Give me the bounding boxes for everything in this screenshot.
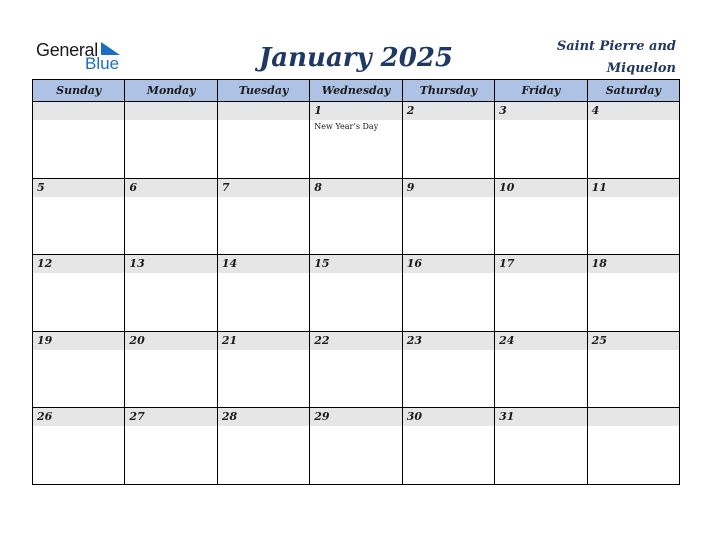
holiday-label: New Year’s Day (314, 122, 379, 131)
day-number: 20 (129, 333, 145, 347)
day-number: 4 (591, 104, 600, 117)
generalblue-logo (36, 40, 136, 74)
day-cell (588, 332, 680, 409)
day-number-bar (125, 179, 216, 197)
day-number: 11 (591, 180, 607, 194)
day-number: 31 (499, 410, 515, 424)
day-cell (495, 255, 587, 332)
day-number-bar (403, 179, 494, 197)
day-number: 26 (37, 410, 53, 424)
day-cell (403, 255, 495, 332)
day-cell (218, 332, 310, 409)
region-name: Saint Pierre and Miquelon (556, 39, 676, 76)
day-cell (125, 102, 217, 179)
day-number-bar (310, 102, 401, 120)
day-number: 24 (499, 333, 515, 347)
weekday-header-sunday: Sunday (33, 80, 125, 102)
day-number: 12 (37, 257, 53, 271)
day-number-bar (310, 179, 401, 197)
day-cell (33, 179, 125, 256)
day-cell (310, 332, 402, 409)
day-cell (403, 102, 495, 179)
day-number-bar (125, 102, 216, 120)
day-number: 30 (406, 410, 423, 424)
day-number-bar (588, 408, 679, 426)
day-cell (218, 179, 310, 256)
calendar-grid (32, 79, 680, 485)
day-cell (403, 332, 495, 409)
day-cell (310, 255, 402, 332)
day-number: 3 (499, 104, 507, 117)
day-number-bar (218, 102, 309, 120)
day-cell (33, 332, 125, 409)
day-cell (588, 408, 680, 485)
day-cell (218, 102, 310, 179)
day-cell (310, 179, 402, 256)
day-number: 28 (221, 410, 238, 424)
day-cell (33, 102, 125, 179)
weekday-header-friday: Friday (495, 80, 587, 102)
day-number: 7 (221, 180, 230, 194)
day-number: 1 (314, 104, 322, 117)
day-cell (403, 408, 495, 485)
day-number: 13 (129, 257, 145, 271)
day-cell (33, 255, 125, 332)
day-cell (310, 102, 402, 179)
day-cell (125, 408, 217, 485)
day-number: 18 (591, 257, 607, 271)
day-number: 23 (406, 333, 423, 347)
day-number: 16 (406, 257, 423, 271)
day-number-bar (218, 179, 309, 197)
day-number-bar (403, 102, 494, 120)
day-cell (495, 332, 587, 409)
logo-text-general: General (36, 40, 98, 60)
day-cell (125, 179, 217, 256)
day-cell (310, 408, 402, 485)
day-cell (125, 332, 217, 409)
day-number: 5 (37, 180, 45, 194)
day-number-bar (33, 179, 124, 197)
weekday-header-saturday: Saturday (588, 80, 680, 102)
day-number: 10 (499, 180, 515, 194)
day-cell (495, 179, 587, 256)
day-cell (495, 408, 587, 485)
day-cell (403, 179, 495, 256)
day-number-bar (33, 102, 124, 120)
weekday-header-wednesday: Wednesday (310, 80, 402, 102)
day-cell (218, 255, 310, 332)
day-number: 2 (406, 104, 415, 117)
day-number: 21 (221, 333, 238, 347)
calendar-title: January 2025 (258, 43, 454, 73)
weekday-header-monday: Monday (125, 80, 217, 102)
day-number: 14 (221, 257, 238, 271)
day-cell (218, 408, 310, 485)
weekday-header-thursday: Thursday (403, 80, 495, 102)
day-number: 19 (37, 333, 53, 347)
day-cell (588, 102, 680, 179)
day-number: 29 (314, 410, 330, 424)
weekday-header-tuesday: Tuesday (218, 80, 310, 102)
day-number: 6 (129, 180, 138, 194)
day-number: 8 (314, 180, 322, 194)
day-cell (495, 102, 587, 179)
day-number: 22 (314, 333, 330, 347)
day-cell (588, 179, 680, 256)
day-number: 25 (591, 333, 607, 347)
day-cell (125, 255, 217, 332)
logo-text-blue: Blue (85, 54, 120, 73)
day-cell (588, 255, 680, 332)
day-number: 27 (129, 410, 145, 424)
day-cell (33, 408, 125, 485)
day-number-bar (588, 102, 679, 120)
day-number: 15 (314, 257, 330, 271)
day-number: 17 (499, 257, 515, 271)
day-number: 9 (406, 180, 415, 194)
day-number-bar (495, 102, 586, 120)
